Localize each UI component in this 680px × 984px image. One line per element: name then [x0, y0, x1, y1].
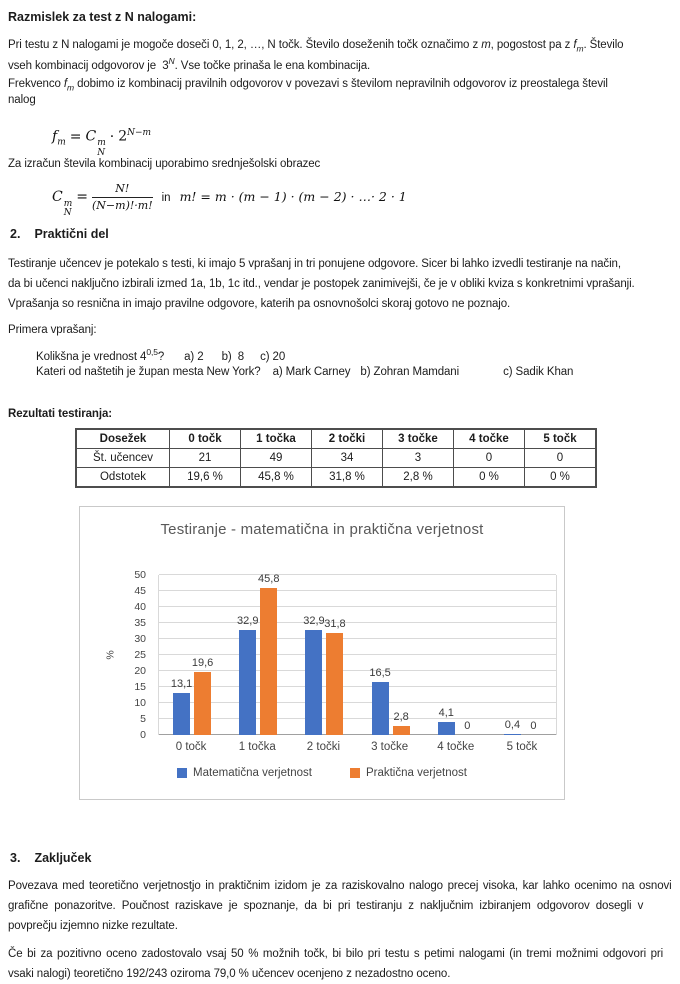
math-var-m: m — [481, 39, 491, 51]
table-row-percent — [76, 468, 596, 488]
table-header-cell: 3 točke — [383, 429, 454, 449]
math-C: C — [52, 189, 63, 205]
bar-mathematical — [173, 693, 190, 735]
x-tick-label: 1 točka — [238, 741, 276, 753]
bar-mathematical — [239, 630, 256, 735]
math-sup-N: N — [168, 56, 175, 66]
text-line: nalog — [8, 94, 36, 106]
equals-sign: = — [76, 189, 88, 205]
text-line: Vprašanja so resnična in imajo pravilne odgovore, katerih pa osnovnošolci skoraj gotovo ne poznajo. — [8, 298, 511, 310]
bar-practical — [393, 726, 410, 735]
bar-value-label: 31,8 — [324, 618, 346, 631]
math-fraction — [92, 182, 153, 213]
bar-mathematical — [372, 682, 389, 735]
bar-value-label: 32,9 — [237, 614, 259, 627]
y-tick-label: 0 — [140, 729, 146, 741]
section-title: Praktični del — [34, 227, 109, 241]
table-header-cell: 0 točk — [170, 429, 241, 449]
bar-slot — [324, 575, 346, 735]
question-stem: Kateri od naštetih je župan mesta New York? — [36, 366, 261, 378]
bar-group — [424, 575, 490, 735]
table-cell: 34 — [312, 449, 383, 468]
table-header-cell: 1 točka — [241, 429, 312, 449]
section-title: Zaključek — [34, 851, 92, 865]
table-header-cell: 5 točk — [525, 429, 597, 449]
math-sub: N — [63, 208, 72, 219]
bar-value-label: 19,6 — [191, 657, 214, 670]
heading-zakljucek — [8, 850, 672, 866]
table-cell: 21 — [170, 449, 241, 468]
label-primera-vprasanj: Primera vprašanj: — [8, 324, 97, 336]
chart-legend — [80, 767, 564, 779]
table-header-cell: 4 točke — [454, 429, 525, 449]
y-tick-label: 25 — [134, 649, 146, 661]
table-cell: 19,6 % — [170, 468, 241, 488]
answer-b: b) Zohran Mamdani — [360, 366, 460, 378]
bar-value-label: 13,1 — [170, 678, 193, 691]
text-line: da bi učenci naključno izbirali izmed 1a, 1b, 1c itd., vendar je postopek zanimivejši, če je v obliki kviza s konkretnimi vprašanji. — [8, 278, 635, 290]
legend-swatch — [177, 768, 187, 778]
table-cell: 0 — [525, 449, 597, 468]
text-segment: . Število — [583, 39, 624, 51]
text-line: Testiranje učencev je potekalo s testi, ki imajo 5 vprašanj in tri ponujene odgovore. Sicer bi lahko izvedli testiranje na način, — [8, 258, 621, 270]
bar-value-label: 16,5 — [369, 667, 391, 680]
bar-slot — [525, 575, 542, 735]
x-tick-label: 2 točki — [306, 741, 341, 753]
table-cell: 3 — [383, 449, 454, 468]
y-axis-ticks — [116, 569, 150, 741]
bar-value-label: 0 — [530, 720, 537, 732]
y-tick-label: 15 — [134, 681, 146, 693]
plot-area — [158, 575, 557, 735]
math-C: C — [85, 128, 97, 145]
legend-swatch — [350, 768, 360, 778]
section-number: 2. — [10, 227, 21, 241]
table-cell: 0 — [454, 449, 525, 468]
table-header-row — [76, 429, 596, 449]
bar-value-label: 0,4 — [504, 718, 521, 731]
text-segment: Pri testu z N nalogami je mogoče doseči 0, 1, 2, …, N točk. Število doseženih točk označimo z — [8, 39, 482, 51]
bar-mathematical — [504, 734, 521, 735]
paragraph-intro-2 — [8, 76, 672, 108]
table-cell: 45,8 % — [241, 468, 312, 488]
formula-frequency — [52, 120, 672, 159]
bar-slot — [504, 575, 521, 735]
math-sub-m: m — [67, 82, 74, 93]
text-segment: . Vse točke prinaša le ena kombinacija. — [174, 59, 371, 72]
math-f: f — [52, 128, 58, 145]
bar-value-label: 2,8 — [393, 711, 409, 724]
table-header-cell: 2 točki — [312, 429, 383, 449]
table-cell: Odstotek — [76, 468, 170, 488]
y-tick-label: 40 — [134, 601, 146, 613]
bar-value-label: 45,8 — [258, 573, 280, 586]
paragraph-povezava — [8, 876, 672, 936]
bar-group — [358, 575, 424, 735]
bar-practical — [326, 633, 343, 735]
bar-slot — [459, 575, 476, 735]
paragraph-za-izracun: Za izračun števila kombinacij uporabimo srednješolski obrazec — [8, 158, 321, 170]
text-line — [8, 53, 672, 72]
heading-razmislek: Razmislek za test z N nalogami: — [8, 10, 197, 24]
math-two: 2 — [118, 128, 128, 145]
text-line: vsaki nalogi) teoretično 192/243 oziroma 79,0 % učencev ocenjeno z nezadostno oceno. — [8, 968, 451, 980]
table-cell: 0 % — [525, 468, 597, 488]
answer-a: a) 2 — [184, 350, 204, 363]
paragraph-testiranje — [8, 254, 672, 314]
math-supsub-stack — [64, 200, 73, 220]
bar-mathematical — [305, 630, 322, 735]
bar-group — [291, 575, 357, 735]
bar-practical — [194, 672, 211, 735]
legend-item — [350, 767, 467, 779]
bar-slot — [170, 575, 193, 735]
equals-sign: = — [69, 128, 82, 145]
question-mark: ? — [157, 350, 165, 363]
bar-slot — [369, 575, 391, 735]
results-table — [75, 428, 597, 488]
bar-slot — [303, 575, 325, 735]
math-factorial-expansion: m! = m · (m − 1) · (m − 2) · …· 2 · 1 — [179, 189, 407, 204]
legend-label: Praktična verjetnost — [365, 767, 467, 779]
section-number: 3. — [10, 851, 21, 865]
bar-group — [225, 575, 291, 735]
math-sub: m — [57, 137, 66, 148]
label-rezultati-testiranja: Rezultati testiranja: — [8, 408, 112, 420]
dot-operator: · — [109, 128, 115, 145]
bar-mathematical — [438, 722, 455, 735]
bar-slot — [438, 575, 455, 735]
y-tick-label: 30 — [134, 633, 146, 645]
question-1 — [8, 342, 672, 362]
bar-slot — [191, 575, 214, 735]
math-var-f: f — [573, 39, 577, 51]
heading-prakticni-del — [8, 226, 672, 242]
x-tick-label: 3 točke — [371, 741, 409, 753]
y-axis-title: % — [104, 650, 117, 660]
table-cell: Št. učencev — [76, 449, 170, 468]
question-2 — [8, 362, 672, 382]
bar-value-label: 0 — [464, 720, 471, 732]
y-tick-label: 5 — [140, 713, 146, 725]
x-axis-labels — [158, 741, 555, 753]
bar-value-label: 32,9 — [303, 614, 325, 627]
bar-practical — [260, 588, 277, 735]
connector-in: in — [161, 192, 171, 204]
table-header-cell: Dosežek — [76, 429, 170, 449]
y-tick-label: 45 — [134, 585, 146, 597]
answer-c: c) 20 — [260, 350, 286, 363]
math-sub: N — [97, 148, 106, 159]
answer-a: a) Mark Carney — [272, 366, 351, 378]
table-cell: 31,8 % — [312, 468, 383, 488]
text-segment: dobimo iz kombinacij pravilnih odgovorov v povezavi s številom nepravilnih odgovorov iz preostalega števil — [73, 78, 608, 90]
fraction-numerator: N! — [92, 182, 153, 198]
table-row-students — [76, 449, 596, 468]
bar-group — [490, 575, 556, 735]
bar-group — [159, 575, 225, 735]
math-supsub-stack — [97, 139, 106, 159]
fraction-denominator: (N−m)!·m! — [92, 198, 153, 212]
text-line — [8, 37, 672, 53]
text-line: Povezava med teoretično verjetnostjo in praktičnim izidom je za raziskovalno nalogo precej visoka, kar lahko ocenimo na osnovi — [8, 880, 672, 892]
bar-slot — [237, 575, 259, 735]
text-line: povprečju izjemno nizke rezultate. — [8, 920, 178, 932]
x-tick-label: 0 točk — [175, 741, 207, 753]
y-tick-label: 50 — [134, 569, 146, 581]
text-line: Če bi za pozitivno oceno zadostovalo vsaj 50 % možnih točk, bi bilo pri testu s petimi nalogami (in tremi možnimi odgovori pri — [8, 948, 664, 960]
paragraph-ocena — [8, 944, 672, 984]
math-exponent: N−m — [127, 128, 152, 138]
y-tick-label: 35 — [134, 617, 146, 629]
table-cell: 2,8 % — [383, 468, 454, 488]
bar-slot — [393, 575, 410, 735]
legend-label: Matematična verjetnost — [193, 767, 312, 779]
math-sup: m — [63, 198, 73, 209]
table-cell: 0 % — [454, 468, 525, 488]
x-tick-label: 5 točk — [506, 741, 538, 753]
text-line — [8, 76, 672, 92]
formula-combinations — [52, 178, 672, 219]
math-var-f: f — [63, 78, 67, 90]
legend-item — [177, 767, 312, 779]
table-cell: 49 — [241, 449, 312, 468]
text-segment: vseh kombinacij odgovorov je 3 — [8, 59, 169, 72]
x-tick-label: 4 točke — [437, 741, 475, 753]
bar-chart — [79, 506, 565, 800]
y-tick-label: 20 — [134, 665, 146, 677]
text-segment: Frekvenco — [8, 78, 64, 90]
answer-b: b) 8 — [221, 350, 245, 363]
y-tick-label: 10 — [134, 697, 146, 709]
math-sup-exponent: 0,5 — [146, 347, 158, 357]
text-line — [8, 362, 672, 382]
bar-slot — [258, 573, 280, 735]
answer-c: c) Sadik Khan — [503, 366, 574, 378]
chart-title: Testiranje - matematična in praktična verjetnost — [160, 521, 484, 538]
bar-value-label: 4,1 — [438, 706, 454, 719]
text-line — [8, 342, 672, 362]
text-segment: , pogostost pa z — [490, 39, 574, 51]
math-sup: m — [97, 138, 106, 149]
paragraph-intro-1 — [8, 37, 672, 72]
question-stem: Kolikšna je vrednost 4 — [36, 350, 147, 363]
text-line: grafične ponazoritve. Poučnost raziskave je spoznanje, da bi pri testiranju z naključnim izbiranjem odgovorov dosegli v — [8, 900, 644, 912]
math-sub-m: m — [576, 43, 584, 54]
